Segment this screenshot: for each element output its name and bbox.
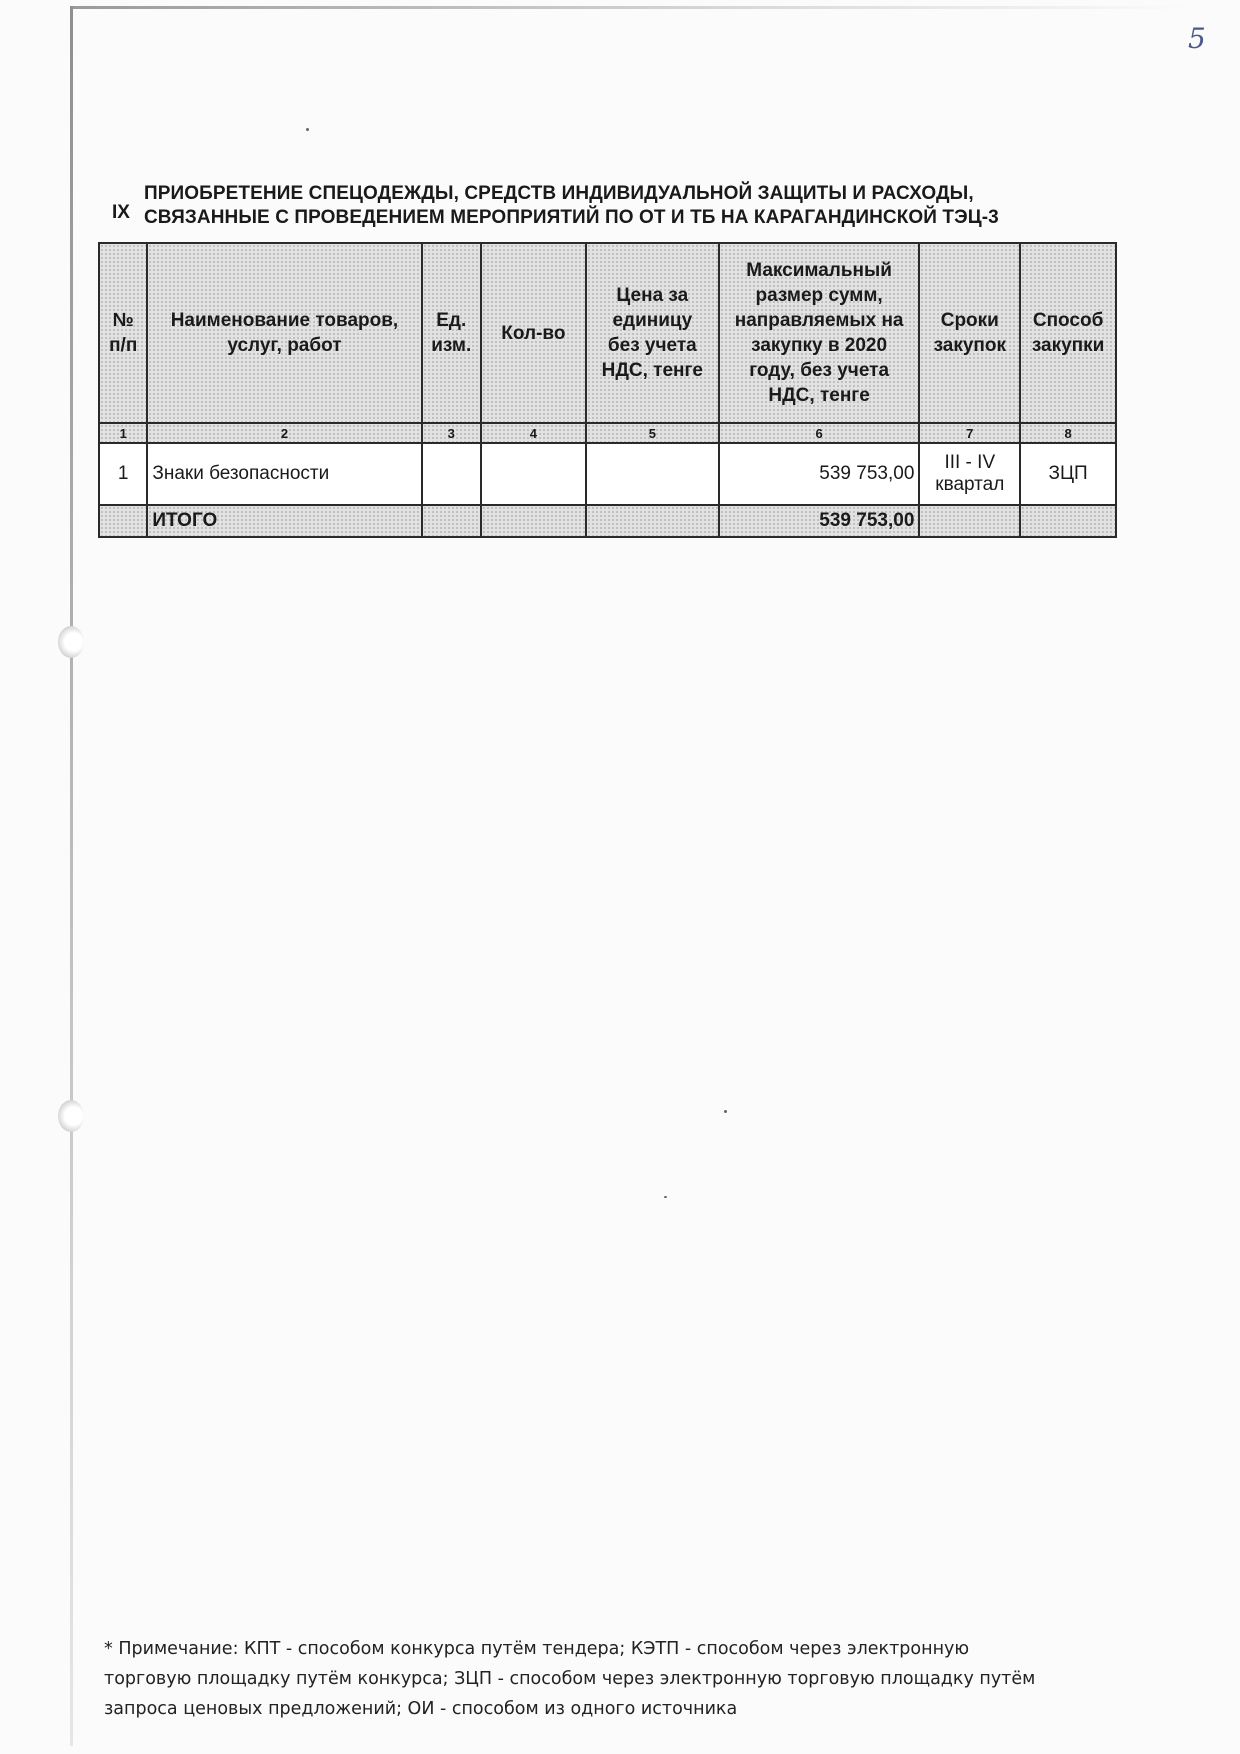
scan-speck [306, 128, 309, 131]
scan-page-edge-left [70, 6, 73, 1746]
total-empty [422, 505, 481, 537]
table-header-row [99, 243, 1116, 423]
section-number: IX [112, 202, 130, 223]
row-method: ЗЦП [1020, 443, 1116, 505]
column-index-row [99, 423, 1116, 443]
row-price [586, 443, 719, 505]
punch-hole-upper [58, 626, 84, 658]
total-empty [1020, 505, 1116, 537]
header-num: № п/п [99, 243, 147, 423]
total-empty [481, 505, 586, 537]
column-index: 8 [1020, 423, 1116, 443]
header-period: Сроки закупок [919, 243, 1020, 423]
total-empty [919, 505, 1020, 537]
scan-speck [724, 1110, 727, 1113]
header-method: Способ закупки [1020, 243, 1116, 423]
row-name: Знаки безопасности [147, 443, 421, 505]
procurement-table [98, 242, 1117, 538]
total-empty [99, 505, 147, 537]
handwritten-page-number: 5 [1188, 22, 1206, 55]
scan-speck [664, 1196, 667, 1198]
footnote [104, 1634, 1114, 1724]
section-title-line: ПРИОБРЕТЕНИЕ СПЕЦОДЕЖДЫ, СРЕДСТВ ИНДИВИДУАЛЬНОЙ ЗАЩИТЫ И РАСХОДЫ, [143, 183, 974, 204]
column-index: 2 [147, 423, 421, 443]
table-row [99, 443, 1116, 505]
punch-hole-lower [58, 1100, 84, 1132]
column-index: 7 [919, 423, 1020, 443]
footnote-line: * Примечание: КПТ - способом конкурса путём тендера; КЭТП - способом через электронную [104, 1639, 970, 1659]
column-index: 3 [422, 423, 481, 443]
total-max-sum: 539 753,00 [719, 505, 920, 537]
header-unit: Ед. изм. [422, 243, 481, 423]
column-index: 5 [586, 423, 719, 443]
column-index: 1 [99, 423, 147, 443]
footnote-line: торговую площадку путём конкурса; ЗЦП - способом через электронную торговую площадку путём [104, 1669, 1036, 1689]
row-unit [422, 443, 481, 505]
header-max-sum: Максимальный размер сумм, направляемых на закупку в 2020 году, без учета НДС, тенге [719, 243, 920, 423]
total-empty [586, 505, 719, 537]
footnote-line: запроса ценовых предложений; ОИ - способом из одного источника [104, 1699, 738, 1719]
row-num: 1 [99, 443, 147, 505]
column-index: 4 [481, 423, 586, 443]
header-name: Наименование товаров, услуг, работ [147, 243, 421, 423]
section-title [144, 182, 999, 230]
row-period: III - IV квартал [919, 443, 1020, 505]
section-heading [112, 182, 1122, 230]
row-qty [481, 443, 586, 505]
header-price: Цена за единицу без учета НДС, тенге [586, 243, 719, 423]
column-index: 6 [719, 423, 920, 443]
total-label: ИТОГО [147, 505, 421, 537]
section-title-line: СВЯЗАННЫЕ С ПРОВЕДЕНИЕМ МЕРОПРИЯТИЙ ПО ОТ И ТБ НА КАРАГАНДИНСКОЙ ТЭЦ-3 [143, 207, 999, 228]
header-qty: Кол-во [481, 243, 586, 423]
row-max-sum: 539 753,00 [719, 443, 920, 505]
total-row [99, 505, 1116, 537]
scan-page-edge-top [70, 6, 1190, 9]
